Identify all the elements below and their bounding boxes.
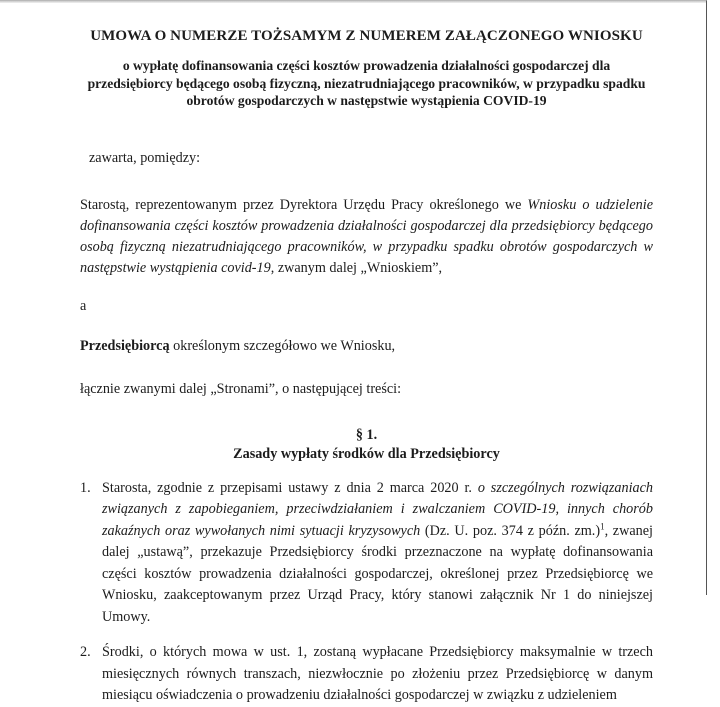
preamble-party-one bbox=[80, 195, 653, 279]
spacer bbox=[80, 464, 653, 478]
clause-body: Środki, o których mowa w ust. 1, zostaną wypłacane Przedsiębiorcy maksymalnie w trzech miesięcznych równych transzach, niezwłocznie po złożeniu przez Przedsiębiorcę w danym miesiącu oświadczenia o prowadzeniu działalności gospodarczej w związku z udzieleniem bbox=[102, 644, 653, 703]
party-two-detail: określonym szczegółowo we Wniosku, bbox=[169, 337, 396, 354]
document-title: UMOWA O NUMERZE TOŻSAMYM Z NUMEREM ZAŁĄCZONEGO WNIOSKU bbox=[90, 28, 643, 44]
preamble-conjunction: a bbox=[80, 297, 87, 314]
clause-1-part-3: , zwanej dalej „ustawą”, przekazuje Przedsiębiorcy środki przeznaczone na wypłatę dofinansowania części kosztów prowadzenia działalności gospodarczej, określonej przez Przedsiębiorcę we Wniosku, zaakceptowanym przez Urząd Pracy, który stanowi załącznik Nr 1 do niniejszej Umowy. bbox=[102, 522, 653, 625]
page-content bbox=[80, 1, 653, 707]
section-heading: Zasady wypłaty środków dla Przedsiębiorcy bbox=[233, 445, 500, 462]
spacer bbox=[80, 400, 653, 426]
party-one-suffix: , zwanym dalej „Wnioskiem”, bbox=[270, 259, 443, 276]
document-subtitle-line-2: przedsiębiorcy będącego osobą fizyczną, niezatrudniającego pracowników, w przypadku spadku bbox=[87, 75, 646, 91]
spacer bbox=[80, 628, 653, 642]
document-subtitle-line-1: o wypłatę dofinansowania części kosztów prowadzenia działalności gospodarczej dla bbox=[122, 58, 611, 73]
footnote-reference: 1 bbox=[600, 520, 605, 531]
preamble-opening: zawarta, pomiędzy: bbox=[89, 149, 201, 166]
clause-item bbox=[80, 642, 653, 707]
clause-item bbox=[80, 478, 653, 629]
preamble-party-two bbox=[80, 336, 653, 357]
clause-1-act-title: o szczególnych rozwiązaniach związanych z zapobieganiem, przeciwdziałaniem i zwalczaniem COVID-19, innych chorób zakaźnych oraz wywołanych nimi sytuacji kryzysowych bbox=[102, 479, 653, 539]
document-subtitle bbox=[80, 45, 653, 110]
clause-marker: 1. bbox=[80, 479, 91, 496]
clause-marker: 2. bbox=[80, 644, 91, 660]
clause-1-part-2: (Dz. U. poz. 374 z późn. zm.) bbox=[420, 522, 601, 539]
clause-body bbox=[102, 478, 653, 629]
section-number: § 1. bbox=[355, 426, 378, 443]
party-one-prefix: Starostą, reprezentowanym przez Dyrektora Urzędu Pracy określonego we bbox=[80, 196, 528, 213]
party-two-label: Przedsiębiorcą bbox=[80, 337, 170, 354]
clause-1-part-1: Starosta, zgodnie z przepisami ustawy z dnia 2 marca 2020 r. bbox=[102, 479, 478, 496]
spacer bbox=[80, 317, 653, 336]
party-one-application-title: Wniosku o udzielenie dofinansowania części kosztów prowadzenia działalności gospodarczej dla przedsiębiorcy będącego osobą fizyczną niezatrudniającego pracowników, w przypadku spadku obrotów gospodarczych w następstwie wystąpienia covid-19 bbox=[80, 196, 653, 276]
document-subtitle-line-3: obrotów gospodarczych w następstwie wystąpienia COVID-19 bbox=[186, 93, 547, 108]
spacer bbox=[80, 279, 653, 296]
spacer bbox=[80, 110, 653, 148]
spacer bbox=[80, 169, 653, 195]
preamble-closing: łącznie zwanymi dalej „Stronami”, o następującej treści: bbox=[80, 380, 402, 397]
spacer bbox=[80, 357, 653, 379]
